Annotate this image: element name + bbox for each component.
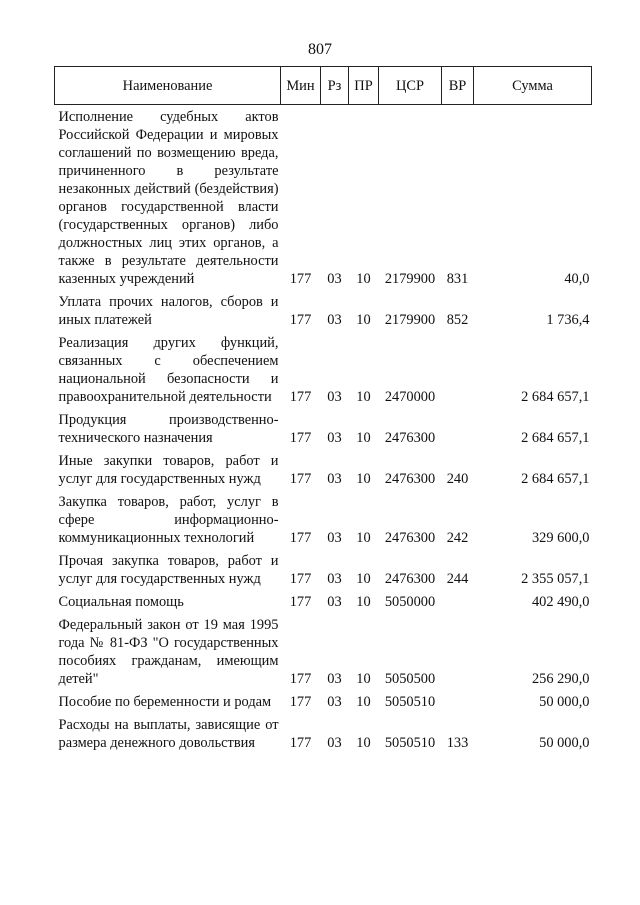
row-rz: 03 <box>327 594 342 610</box>
row-sum: 402 490,0 <box>531 594 590 610</box>
row-pr: 10 <box>356 271 371 287</box>
row-sum: 1 736,4 <box>546 312 590 328</box>
row-sum: 329 600,0 <box>531 530 590 546</box>
row-pr: 10 <box>356 671 371 687</box>
row-rz: 03 <box>327 389 342 405</box>
table-row <box>55 688 592 711</box>
row-pr: 10 <box>356 694 371 710</box>
row-vr: 240 <box>446 471 469 487</box>
row-pr: 10 <box>356 471 371 487</box>
row-name: Иные закупки товаров, работ и услуг для государственных нужд <box>58 453 279 487</box>
table-row <box>55 329 592 406</box>
row-csr: 5050510 <box>384 694 436 710</box>
table-row <box>55 406 592 447</box>
row-min: 177 <box>289 571 312 587</box>
row-csr: 2476300 <box>384 471 436 487</box>
row-min: 177 <box>289 312 312 328</box>
table-header <box>55 67 592 105</box>
row-rz: 03 <box>327 312 342 328</box>
row-vr <box>442 329 474 406</box>
header-vr: ВР <box>442 67 474 105</box>
row-vr <box>442 611 474 688</box>
row-name: Продукция производственно-технического назначения <box>58 412 279 446</box>
row-sum: 40,0 <box>564 271 590 287</box>
row-min: 177 <box>289 271 312 287</box>
table-row <box>55 488 592 547</box>
row-min: 177 <box>289 471 312 487</box>
header-min: Мин <box>281 67 321 105</box>
row-csr: 5050500 <box>384 671 436 687</box>
row-csr: 2470000 <box>384 389 436 405</box>
table-row <box>55 711 592 752</box>
row-vr <box>442 688 474 711</box>
row-min: 177 <box>289 735 312 751</box>
header-row <box>55 67 592 105</box>
row-vr: 852 <box>446 312 469 328</box>
row-pr: 10 <box>356 430 371 446</box>
row-vr: 831 <box>446 271 469 287</box>
row-rz: 03 <box>327 735 342 751</box>
row-csr: 5050510 <box>384 735 436 751</box>
row-vr: 244 <box>446 571 469 587</box>
row-min: 177 <box>289 389 312 405</box>
row-sum: 50 000,0 <box>539 694 590 710</box>
row-min: 177 <box>289 671 312 687</box>
table-row <box>55 105 592 289</box>
row-rz: 03 <box>327 430 342 446</box>
row-name: Закупка товаров, работ, услуг в сфере информационно-коммуникационных технологий <box>58 494 279 546</box>
row-csr: 2476300 <box>384 430 436 446</box>
row-rz: 03 <box>327 671 342 687</box>
header-csr: ЦСР <box>379 67 442 105</box>
table-row <box>55 288 592 329</box>
row-min: 177 <box>289 594 312 610</box>
budget-table <box>54 66 592 752</box>
table-row <box>55 547 592 588</box>
row-sum: 256 290,0 <box>531 671 590 687</box>
row-name: Пособие по беременности и родам <box>58 694 272 710</box>
row-vr <box>442 588 474 611</box>
row-rz: 03 <box>327 271 342 287</box>
row-vr <box>442 406 474 447</box>
row-name: Прочая закупка товаров, работ и услуг для государственных нужд <box>58 553 279 587</box>
header-pr: ПР <box>349 67 379 105</box>
row-csr: 2179900 <box>384 271 436 287</box>
row-csr: 5050000 <box>384 594 436 610</box>
row-name: Реализация других функций, связанных с обеспечением национальной безопасности и правоохранительной деятельности <box>58 335 279 405</box>
row-pr: 10 <box>356 594 371 610</box>
row-pr: 10 <box>356 312 371 328</box>
row-rz: 03 <box>327 530 342 546</box>
row-rz: 03 <box>327 471 342 487</box>
row-csr: 2476300 <box>384 571 436 587</box>
row-name: Расходы на выплаты, зависящие от размера денежного довольствия <box>58 717 279 751</box>
row-vr: 242 <box>446 530 469 546</box>
row-pr: 10 <box>356 389 371 405</box>
row-csr: 2476300 <box>384 530 436 546</box>
table-row <box>55 611 592 688</box>
row-min: 177 <box>289 430 312 446</box>
row-sum: 2 684 657,1 <box>521 471 590 487</box>
header-sum: Сумма <box>474 67 592 105</box>
row-sum: 2 684 657,1 <box>521 430 590 446</box>
row-csr: 2179900 <box>384 312 436 328</box>
table-row <box>55 447 592 488</box>
row-sum: 2 684 657,1 <box>521 389 590 405</box>
row-min: 177 <box>289 694 312 710</box>
row-sum: 2 355 057,1 <box>521 571 590 587</box>
row-pr: 10 <box>356 735 371 751</box>
row-rz: 03 <box>327 694 342 710</box>
row-pr: 10 <box>356 530 371 546</box>
header-rz: Рз <box>321 67 349 105</box>
row-vr: 133 <box>446 735 469 751</box>
row-name: Уплата прочих налогов, сборов и иных платежей <box>58 294 279 328</box>
header-name: Наименование <box>55 67 281 105</box>
row-name: Федеральный закон от 19 мая 1995 года № 81-ФЗ "О государственных пособиях гражданам, имеющим детей" <box>58 617 279 687</box>
row-pr: 10 <box>356 571 371 587</box>
row-min: 177 <box>289 530 312 546</box>
row-rz: 03 <box>327 571 342 587</box>
row-name: Социальная помощь <box>58 594 184 610</box>
row-name: Исполнение судебных актов Российской Федерации и мировых соглашений по возмещению вреда, причиненного в результате незаконных действий (бездействия) органов государственной власти (государственных органов) либо должностных лиц этих органов, а также в результате деятельности казенных учреждений <box>58 109 279 287</box>
table-body <box>55 105 592 753</box>
page-number: 807 <box>308 41 332 58</box>
table-row <box>55 588 592 611</box>
row-sum: 50 000,0 <box>539 735 590 751</box>
